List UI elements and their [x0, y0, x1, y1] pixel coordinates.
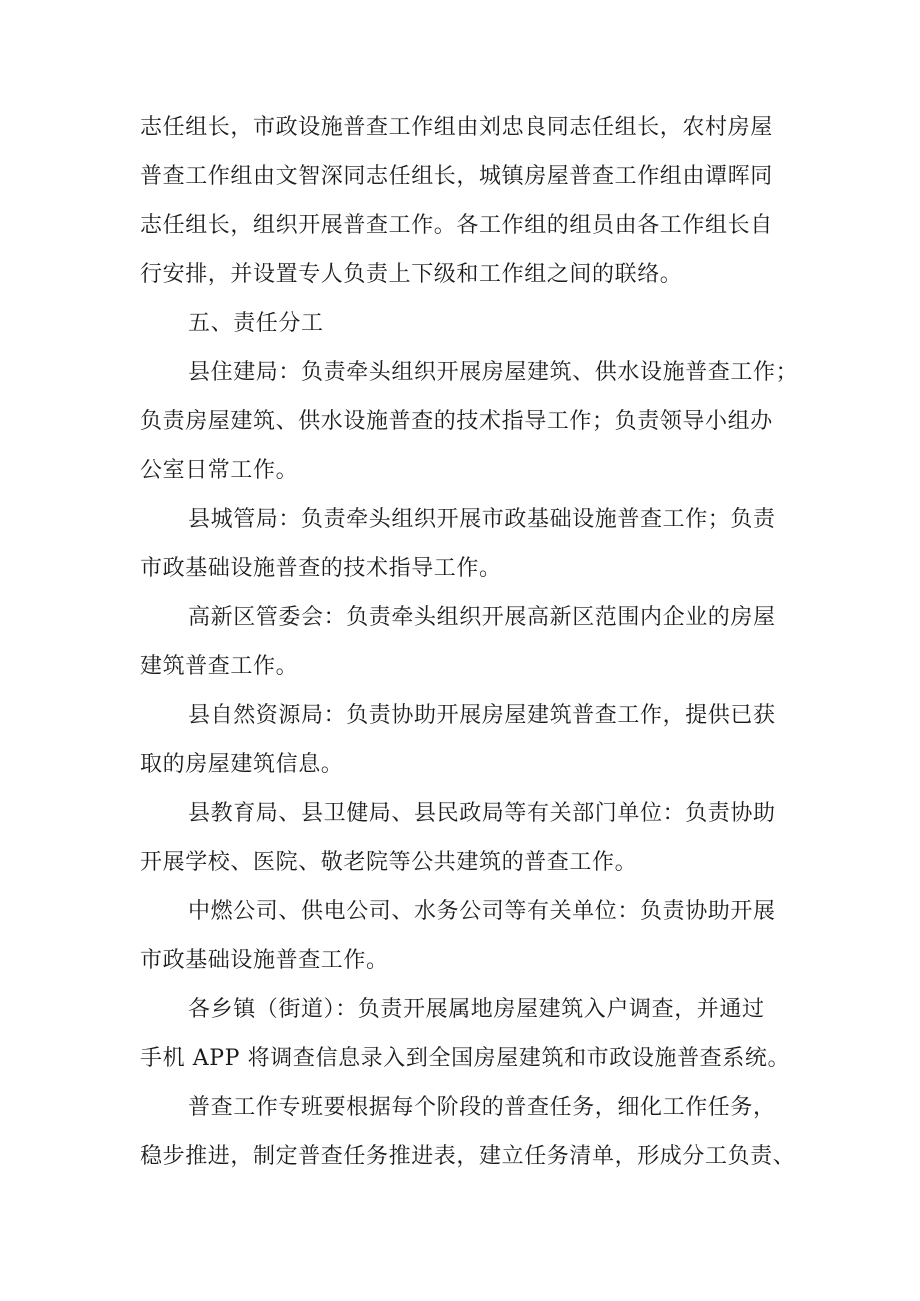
text-line: 取的房屋建筑信息。	[140, 752, 344, 777]
text-line: 手机 APP 将调查信息录入到全国房屋建筑和市政设施普查系统。	[140, 1046, 791, 1071]
text-line: 志任组长，组织开展普查工作。各工作组的组员由各工作组长自	[140, 213, 773, 238]
text-line: 中燃公司、供电公司、水务公司等有关单位：负责协助开展	[188, 899, 776, 924]
text-line: 公室日常工作。	[140, 458, 299, 483]
text-line: 建筑普查工作。	[140, 654, 299, 679]
text-line: 市政基础设施普查的技术指导工作。	[140, 556, 502, 581]
text-line: 稳步推进，制定普查任务推进表，建立任务清单，形成分工负责、	[140, 1144, 796, 1169]
section-heading: 五、责任分工	[188, 311, 324, 336]
text-line: 各乡镇（街道）：负责开展属地房屋建筑入户调查，并通过	[188, 997, 765, 1022]
text-line: 县自然资源局：负责协助开展房屋建筑普查工作，提供已获	[188, 703, 776, 728]
text-line: 负责房屋建筑、供水设施普查的技术指导工作；负责领导小组办	[140, 409, 773, 434]
text-line: 县城管局：负责牵头组织开展市政基础设施普查工作；负责	[188, 507, 776, 532]
text-line: 市政基础设施普查工作。	[140, 948, 389, 973]
text-line: 普查工作组由文智深同志任组长，城镇房屋普查工作组由谭晖同	[140, 164, 773, 189]
text-line: 开展学校、医院、敬老院等公共建筑的普查工作。	[140, 850, 638, 875]
text-line: 志任组长，市政设施普查工作组由刘忠良同志任组长，农村房屋	[140, 115, 773, 140]
text-line: 县住建局：负责牵头组织开展房屋建筑、供水设施普查工作；	[188, 360, 799, 385]
text-line: 高新区管委会：负责牵头组织开展高新区范围内企业的房屋	[188, 605, 776, 630]
text-line: 县教育局、县卫健局、县民政局等有关部门单位：负责协助	[188, 801, 776, 826]
text-line: 行安排，并设置专人负责上下级和工作组之间的联络。	[140, 262, 683, 287]
text-line: 普查工作专班要根据每个阶段的普查任务，细化工作任务，	[188, 1095, 776, 1120]
